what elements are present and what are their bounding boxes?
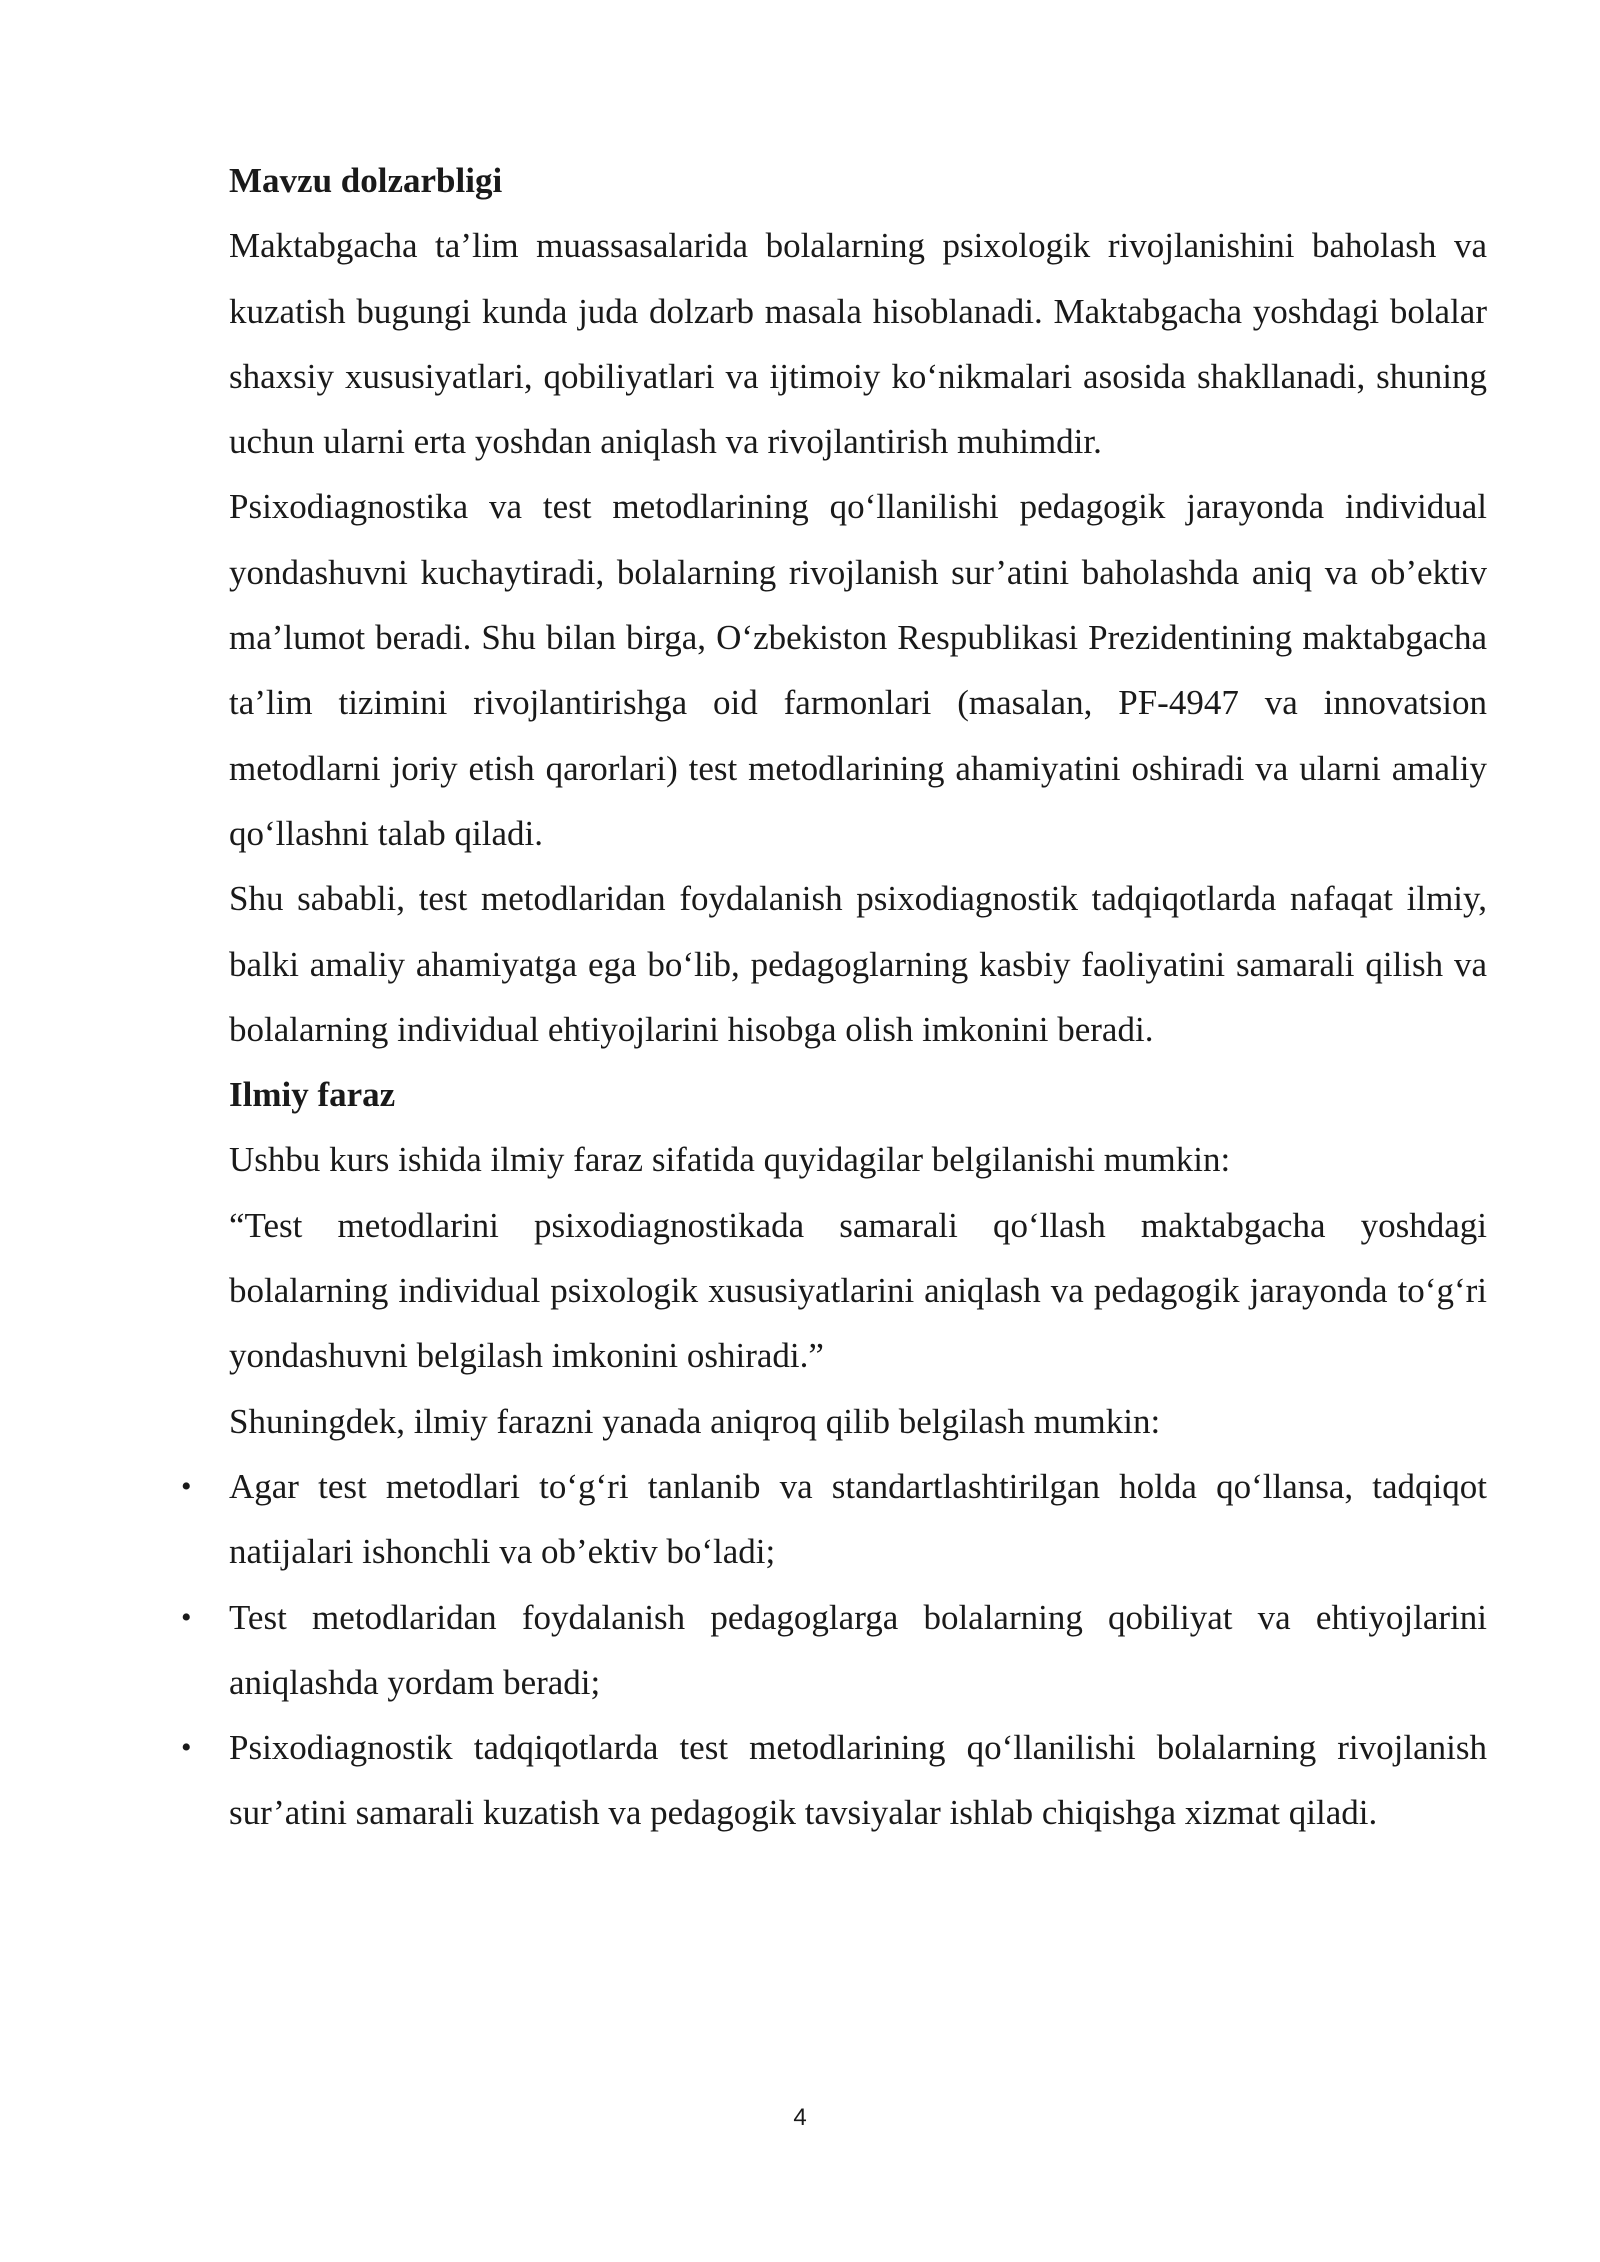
list-item-text: Agar test metodlari to‘g‘ri tanlanib va standartlashtirilgan holda qo‘llansa, tadqiqot natijalari ishonchli va ob’ektiv bo‘ladi;	[229, 1466, 1487, 1572]
page-number: 4	[793, 2104, 807, 2131]
bullet-icon: •	[181, 1731, 192, 1765]
list-item	[181, 1454, 1487, 1585]
list-item-text: Test metodlaridan foydalanish pedagoglarga bolalarning qobiliyat va ehtiyojlarini aniqlashda yordam beradi;	[229, 1597, 1487, 1702]
hypothesis-quote: “Test metodlarini psixodiagnostikada samarali qo‘llash maktabgacha yoshdagi bolalarning individual psixologik xususiyatlarini aniqlash va pedagogik jarayonda to‘g‘ri yondashuvni belgilash imkonini oshiradi.”	[229, 1205, 1487, 1376]
section-heading-relevance: Mavzu dolzarbligi	[229, 161, 503, 200]
list-item	[181, 1715, 1487, 1846]
list-item-text: Psixodiagnostik tadqiqotlarda test metodlarining qo‘llanilishi bolalarning rivojlanish sur’atini samarali kuzatish va pedagogik tavsiyalar ishlab chiqishga xizmat qiladi.	[229, 1728, 1487, 1833]
page-body	[181, 148, 1487, 1846]
section-heading-hypothesis: Ilmiy faraz	[229, 1075, 396, 1115]
relevance-paragraph-3: Shu sababli, test metodlaridan foydalanish psixodiagnostik tadqiqotlarda nafaqat ilmiy, balki amaliy ahamiyatga ega bo‘lib, pedagoglarning kasbiy faoliyatini samarali qilish va bolalarning individual ehtiyojlarini hisobga olish imkonini beradi.	[229, 879, 1487, 1049]
relevance-paragraph-2: Psixodiagnostika va test metodlarining qo‘llanilishi pedagogik jarayonda individual yondashuvni kuchaytiradi, bolalarning rivojlanish sur’atini baholashda aniq va ob’ektiv ma’lumot beradi. Shu bilan birga, O‘zbekiston Respublikasi Prezidentining maktabgacha ta’lim tizimini rivojlantirishga oid farmonlari (masalan, PF-4947 va innovatsion metodlarni joriy etish qarorlari) test metodlarining ahamiyatini oshiradi va ularni amaliy qo‘llashni talab qiladi.	[229, 487, 1487, 853]
list-item	[181, 1585, 1487, 1716]
hypothesis-intro: Ushbu kurs ishida ilmiy faraz sifatida quyidagilar belgilanishi mumkin:	[229, 1140, 1231, 1180]
bullet-icon: •	[181, 1469, 192, 1503]
relevance-paragraph-1: Maktabgacha ta’lim muassasalarida bolalarning psixologik rivojlanishini baholash va kuzatish bugungi kunda juda dolzarb masala hisoblanadi. Maktabgacha yoshdagi bolalar shaxsiy xususiyatlari, qobiliyatlari va ijtimoiy ko‘nikmalari asosida shakllanadi, shuning uchun ularni erta yoshdan aniqlash va rivojlantirish muhimdir.	[229, 226, 1487, 462]
hypothesis-lead: Shuningdek, ilmiy farazni yanada aniqroq qilib belgilash mumkin:	[229, 1401, 1161, 1441]
hypothesis-bullet-list	[181, 1454, 1487, 1846]
bullet-icon: •	[181, 1600, 192, 1634]
